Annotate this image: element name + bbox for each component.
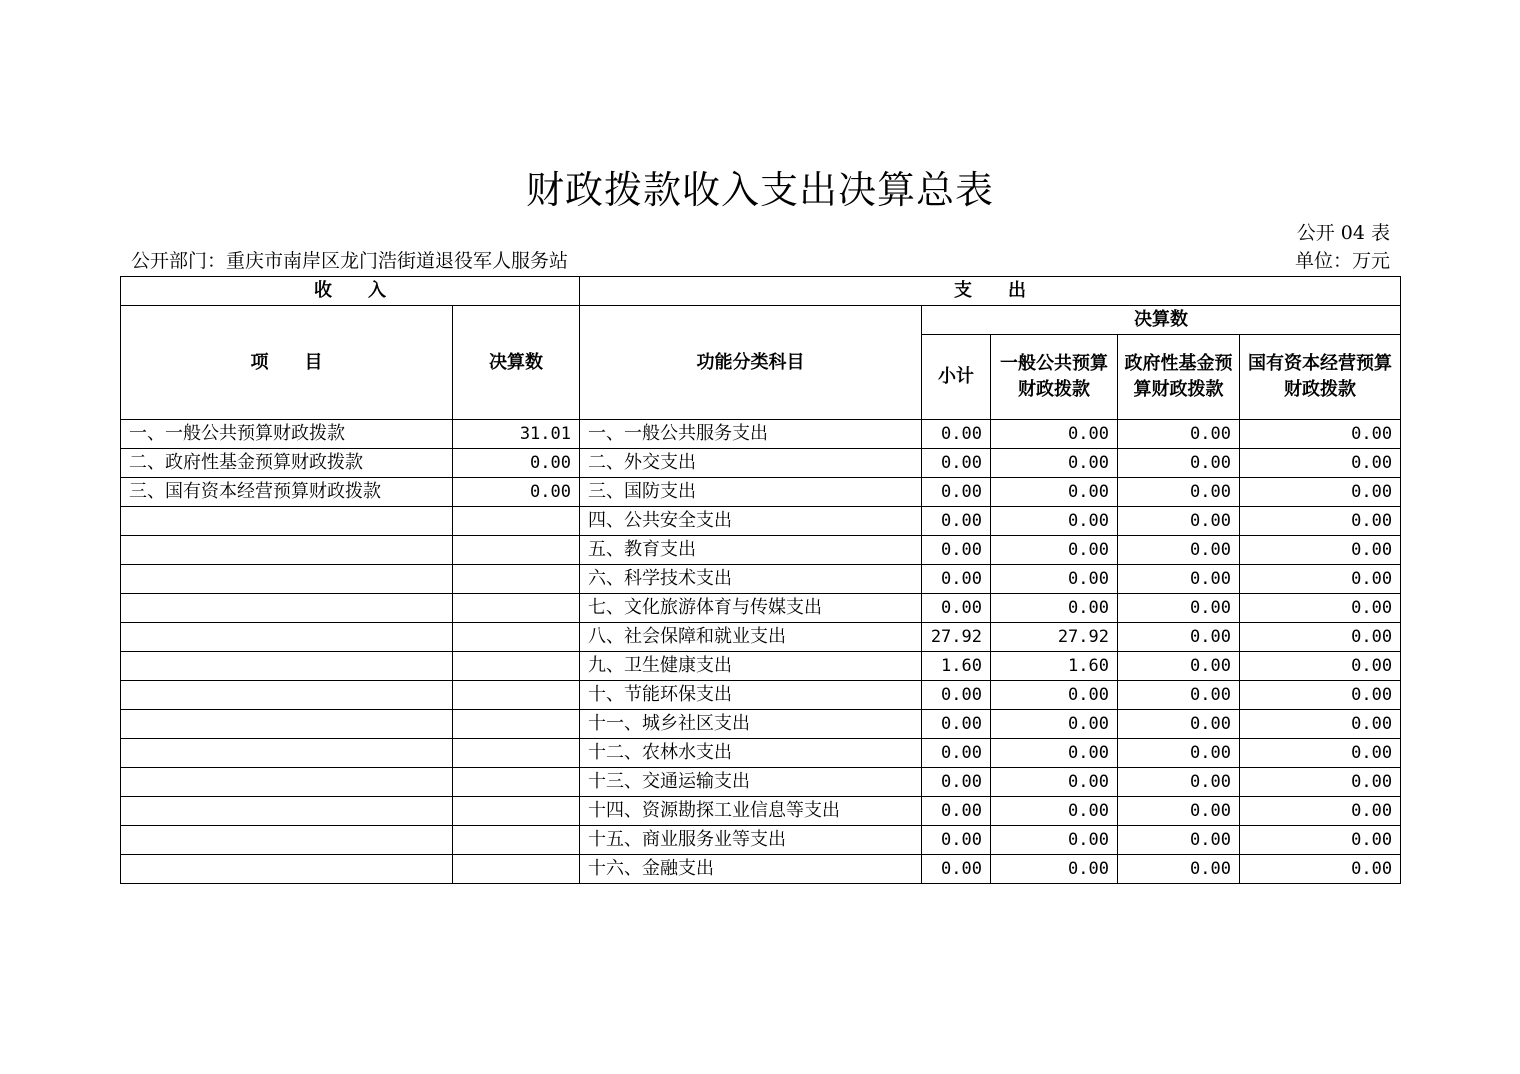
state-capital-cell: 0.00 — [1240, 652, 1401, 681]
income-value-cell: 0.00 — [453, 449, 580, 478]
general-budget-cell: 0.00 — [991, 507, 1118, 536]
expense-item-cell: 一、一般公共服务支出 — [580, 420, 922, 449]
income-value-cell — [453, 594, 580, 623]
income-item-cell — [121, 565, 453, 594]
income-item-cell — [121, 739, 453, 768]
income-value-cell — [453, 826, 580, 855]
income-item-cell — [121, 652, 453, 681]
income-item-cell — [121, 681, 453, 710]
subtotal-header: 小计 — [922, 335, 991, 420]
income-item-cell: 二、政府性基金预算财政拨款 — [121, 449, 453, 478]
subtotal-cell: 0.00 — [922, 739, 991, 768]
item-header: 项 目 — [121, 306, 453, 420]
expense-item-cell: 十五、商业服务业等支出 — [580, 826, 922, 855]
general-budget-cell: 27.92 — [991, 623, 1118, 652]
income-item-cell — [121, 623, 453, 652]
gov-fund-cell: 0.00 — [1118, 739, 1240, 768]
state-capital-cell: 0.00 — [1240, 681, 1401, 710]
general-budget-cell: 0.00 — [991, 797, 1118, 826]
income-value-cell — [453, 681, 580, 710]
gov-fund-cell: 0.00 — [1118, 507, 1240, 536]
subtotal-cell: 0.00 — [922, 565, 991, 594]
expense-item-cell: 二、外交支出 — [580, 449, 922, 478]
subtotal-cell: 27.92 — [922, 623, 991, 652]
income-value-cell — [453, 739, 580, 768]
general-budget-cell: 1.60 — [991, 652, 1118, 681]
header-row-mid — [121, 306, 1401, 335]
subtotal-cell: 0.00 — [922, 449, 991, 478]
gov-fund-cell: 0.00 — [1118, 565, 1240, 594]
gov-fund-cell: 0.00 — [1118, 594, 1240, 623]
general-budget-cell: 0.00 — [991, 449, 1118, 478]
table-row — [121, 652, 1401, 681]
general-budget-header: 一般公共预算财政拨款 — [991, 335, 1118, 420]
state-capital-cell: 0.00 — [1240, 565, 1401, 594]
subtotal-cell: 0.00 — [922, 420, 991, 449]
expense-item-cell: 八、社会保障和就业支出 — [580, 623, 922, 652]
expense-header: 支 出 — [580, 277, 1401, 306]
subtotal-cell: 0.00 — [922, 478, 991, 507]
gov-fund-cell: 0.00 — [1118, 449, 1240, 478]
page-title: 财政拨款收入支出决算总表 — [525, 168, 994, 212]
general-budget-cell: 0.00 — [991, 681, 1118, 710]
income-value-cell: 31.01 — [453, 420, 580, 449]
expense-item-cell: 十三、交通运输支出 — [580, 768, 922, 797]
state-capital-header: 国有资本经营预算财政拨款 — [1240, 335, 1401, 420]
expense-item-cell: 五、教育支出 — [580, 536, 922, 565]
expense-item-cell: 七、文化旅游体育与传媒支出 — [580, 594, 922, 623]
state-capital-cell: 0.00 — [1240, 420, 1401, 449]
gov-fund-cell: 0.00 — [1118, 855, 1240, 884]
table-row — [121, 739, 1401, 768]
income-value-cell — [453, 797, 580, 826]
gov-fund-cell: 0.00 — [1118, 623, 1240, 652]
general-budget-cell: 0.00 — [991, 565, 1118, 594]
state-capital-cell: 0.00 — [1240, 507, 1401, 536]
income-item-cell — [121, 594, 453, 623]
income-value-cell — [453, 768, 580, 797]
general-budget-cell: 0.00 — [991, 826, 1118, 855]
state-capital-cell: 0.00 — [1240, 826, 1401, 855]
state-capital-cell: 0.00 — [1240, 797, 1401, 826]
table-row — [121, 855, 1401, 884]
gov-fund-cell: 0.00 — [1118, 652, 1240, 681]
general-budget-cell: 0.00 — [991, 739, 1118, 768]
gov-fund-header: 政府性基金预算财政拨款 — [1118, 335, 1240, 420]
expense-item-cell: 六、科学技术支出 — [580, 565, 922, 594]
table-row — [121, 768, 1401, 797]
state-capital-cell: 0.00 — [1240, 855, 1401, 884]
expense-item-cell: 十二、农林水支出 — [580, 739, 922, 768]
subtotal-cell: 0.00 — [922, 594, 991, 623]
state-capital-cell: 0.00 — [1240, 710, 1401, 739]
gov-fund-cell: 0.00 — [1118, 710, 1240, 739]
expense-item-cell: 十、节能环保支出 — [580, 681, 922, 710]
expense-item-cell: 九、卫生健康支出 — [580, 652, 922, 681]
income-item-cell: 一、一般公共预算财政拨款 — [121, 420, 453, 449]
subtotal-cell: 0.00 — [922, 855, 991, 884]
table-row — [121, 797, 1401, 826]
general-budget-cell: 0.00 — [991, 594, 1118, 623]
income-value-cell — [453, 623, 580, 652]
general-budget-cell: 0.00 — [991, 536, 1118, 565]
func-class-header: 功能分类科目 — [580, 306, 922, 420]
state-capital-cell: 0.00 — [1240, 478, 1401, 507]
income-value-cell — [453, 652, 580, 681]
header-row-top — [121, 277, 1401, 306]
general-budget-cell: 0.00 — [991, 478, 1118, 507]
income-item-cell — [121, 507, 453, 536]
unit-label: 单位：万元 — [1294, 250, 1390, 272]
subtotal-cell: 1.60 — [922, 652, 991, 681]
income-value-cell: 0.00 — [453, 478, 580, 507]
gov-fund-cell: 0.00 — [1118, 681, 1240, 710]
department-label: 公开部门：重庆市南岸区龙门浩街道退役军人服务站 — [131, 250, 569, 272]
subtotal-cell: 0.00 — [922, 507, 991, 536]
expense-item-cell: 十四、资源勘探工业信息等支出 — [580, 797, 922, 826]
table-row — [121, 449, 1401, 478]
gov-fund-cell: 0.00 — [1118, 478, 1240, 507]
gov-fund-cell: 0.00 — [1118, 536, 1240, 565]
income-value-cell — [453, 536, 580, 565]
table-row — [121, 681, 1401, 710]
gov-fund-cell: 0.00 — [1118, 768, 1240, 797]
income-item-cell — [121, 536, 453, 565]
table-row — [121, 623, 1401, 652]
income-item-cell — [121, 826, 453, 855]
income-value-cell — [453, 710, 580, 739]
subtotal-cell: 0.00 — [922, 768, 991, 797]
table-row — [121, 710, 1401, 739]
income-item-cell — [121, 855, 453, 884]
table-row — [121, 565, 1401, 594]
table-row — [121, 507, 1401, 536]
expense-item-cell: 十六、金融支出 — [580, 855, 922, 884]
table-row — [121, 826, 1401, 855]
general-budget-cell: 0.00 — [991, 768, 1118, 797]
table-row — [121, 420, 1401, 449]
gov-fund-cell: 0.00 — [1118, 797, 1240, 826]
expense-item-cell: 三、国防支出 — [580, 478, 922, 507]
income-value-cell — [453, 855, 580, 884]
state-capital-cell: 0.00 — [1240, 739, 1401, 768]
final-amount-header: 决算数 — [922, 306, 1401, 335]
state-capital-cell: 0.00 — [1240, 536, 1401, 565]
gov-fund-cell: 0.00 — [1118, 826, 1240, 855]
financial-table — [120, 276, 1401, 884]
income-value-cell — [453, 507, 580, 536]
income-amount-header: 决算数 — [453, 306, 580, 420]
income-value-cell — [453, 565, 580, 594]
form-number: 公开 04 表 — [1296, 222, 1390, 244]
subtotal-cell: 0.00 — [922, 797, 991, 826]
general-budget-cell: 0.00 — [991, 420, 1118, 449]
table-row — [121, 536, 1401, 565]
state-capital-cell: 0.00 — [1240, 449, 1401, 478]
general-budget-cell: 0.00 — [991, 855, 1118, 884]
general-budget-cell: 0.00 — [991, 710, 1118, 739]
subtotal-cell: 0.00 — [922, 536, 991, 565]
state-capital-cell: 0.00 — [1240, 768, 1401, 797]
table-row — [121, 478, 1401, 507]
state-capital-cell: 0.00 — [1240, 623, 1401, 652]
expense-item-cell: 十一、城乡社区支出 — [580, 710, 922, 739]
state-capital-cell: 0.00 — [1240, 594, 1401, 623]
income-item-cell — [121, 797, 453, 826]
income-item-cell: 三、国有资本经营预算财政拨款 — [121, 478, 453, 507]
subtotal-cell: 0.00 — [922, 826, 991, 855]
income-item-cell — [121, 768, 453, 797]
gov-fund-cell: 0.00 — [1118, 420, 1240, 449]
subtotal-cell: 0.00 — [922, 710, 991, 739]
table-row — [121, 594, 1401, 623]
income-header: 收 入 — [121, 277, 580, 306]
income-item-cell — [121, 710, 453, 739]
subtotal-cell: 0.00 — [922, 681, 991, 710]
expense-item-cell: 四、公共安全支出 — [580, 507, 922, 536]
